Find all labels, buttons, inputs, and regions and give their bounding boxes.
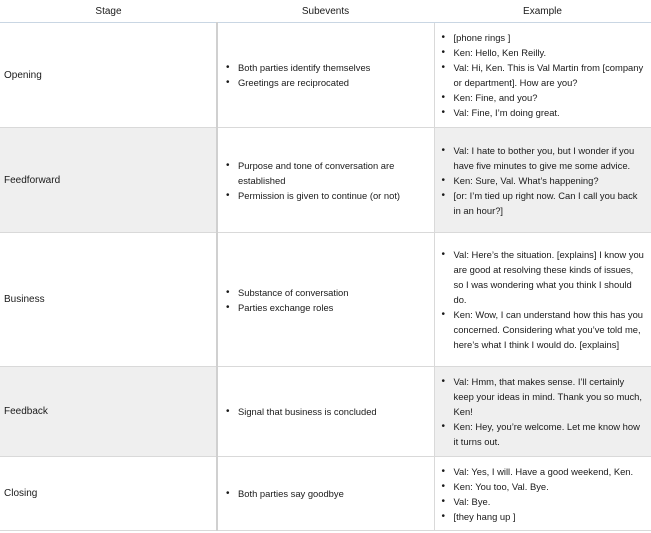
list-item: • Val: Hi, Ken. This is Val Martin from [company or department]. How are you? (454, 60, 646, 90)
stage-cell: Feedforward (0, 128, 217, 233)
table-row (0, 233, 651, 367)
example-cell (434, 23, 651, 128)
subevents-cell (217, 128, 434, 233)
list-item: • Parties exchange roles (238, 300, 426, 315)
list-item: • Ken: Wow, I can understand how this has you concerned. Considering what you’ve told me, here’s what I think I would do. [explains] (454, 307, 646, 352)
table-row (0, 457, 651, 531)
list-item: • Permission is given to continue (or not) (238, 188, 426, 203)
list-item: • Purpose and tone of conversation are established (238, 158, 426, 188)
list-item: • Val: I hate to bother you, but I wonder if you have five minutes to give me some advice. (454, 143, 646, 173)
list-item: • Val: Yes, I will. Have a good weekend, Ken. (454, 464, 646, 479)
subevents-cell (217, 457, 434, 531)
stage-cell: Opening (0, 23, 217, 128)
list-item: • Val: Bye. (454, 494, 646, 509)
table-header-row (0, 0, 651, 23)
list-item: • Ken: Hello, Ken Reilly. (454, 45, 646, 60)
list-item: • [phone rings ] (454, 30, 646, 45)
example-cell (434, 457, 651, 531)
header-subevents: Subevents (217, 0, 434, 23)
subevents-cell (217, 367, 434, 457)
list-item: • Val: Here’s the situation. [explains] I know you are good at resolving these kinds of issues, so I was wondering what you think I should do. (454, 247, 646, 307)
header-stage: Stage (0, 0, 217, 23)
table-row (0, 23, 651, 128)
example-cell (434, 233, 651, 367)
stage-cell: Business (0, 233, 217, 367)
list-item: • [or: I’m tied up right now. Can I call you back in an hour?] (454, 188, 646, 218)
list-item: • Val: Hmm, that makes sense. I’ll certainly keep your ideas in mind. Thank you so much, Ken! (454, 374, 646, 419)
list-item: • Ken: Sure, Val. What’s happening? (454, 173, 646, 188)
list-item: • Val: Fine, I’m doing great. (454, 105, 646, 120)
subevents-cell (217, 23, 434, 128)
list-item: • Both parties identify themselves (238, 60, 426, 75)
list-item: • Ken: You too, Val. Bye. (454, 479, 646, 494)
list-item: • Substance of conversation (238, 285, 426, 300)
stage-cell: Closing (0, 457, 217, 531)
list-item: • Ken: Fine, and you? (454, 90, 646, 105)
example-cell (434, 128, 651, 233)
list-item: • Ken: Hey, you’re welcome. Let me know how it turns out. (454, 419, 646, 449)
list-item: • Both parties say goodbye (238, 486, 426, 501)
list-item: • [they hang up ] (454, 509, 646, 524)
list-item: • Signal that business is concluded (238, 404, 426, 419)
stage-cell: Feedback (0, 367, 217, 457)
header-example: Example (434, 0, 651, 23)
subevents-cell (217, 233, 434, 367)
table-row (0, 128, 651, 233)
list-item: • Greetings are reciprocated (238, 75, 426, 90)
table-row (0, 367, 651, 457)
example-cell (434, 367, 651, 457)
